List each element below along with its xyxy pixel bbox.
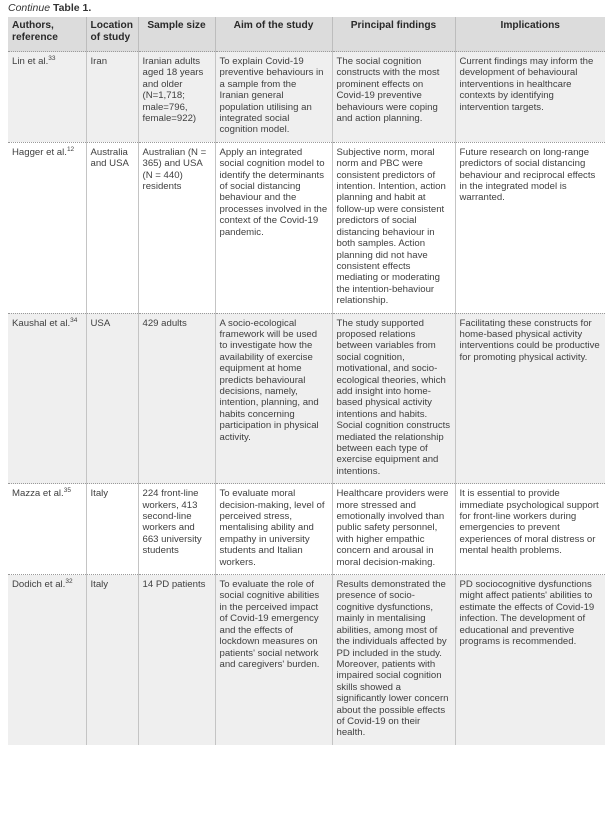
header-aim: Aim of the study xyxy=(215,17,332,52)
cell-aim: A socio-ecological framework will be used to investigate how the availability of exercise equipment at home predicts behavioural decisions, namely, intention, planning, and habits concerning participation in physical activity. xyxy=(215,313,332,484)
table-row xyxy=(8,484,605,575)
header-location: Location of study xyxy=(86,17,138,52)
cell-location: Australia and USA xyxy=(86,142,138,313)
cell-implications: PD sociocognitive dysfunctions might affect patients' abilities to estimate the effects of Covid-19 infection. The development of educational and preventive programs is recommended. xyxy=(455,575,605,745)
author-name: Mazza et al. xyxy=(12,488,64,500)
cell-author xyxy=(8,484,86,575)
cell-location: Iran xyxy=(86,52,138,143)
author-name: Kaushal et al. xyxy=(12,317,71,329)
cell-sample: 14 PD patients xyxy=(138,575,215,745)
cell-implications: Future research on long-range predictors of social distancing behaviour and reciprocal effects in the integrated model is warranted. xyxy=(455,142,605,313)
cell-findings: Results demonstrated the presence of socio-cognitive dysfunctions, mainly in mentalising abilities, among most of the individuals affected by PD included in the study. Moreover, patients with impaired social cognition skills showed a significantly lower concern about the possible effects of Covid-19 on their health. xyxy=(332,575,455,745)
header-authors: Authors, reference xyxy=(8,17,86,52)
table-row xyxy=(8,313,605,484)
reference-number: 35 xyxy=(63,487,71,495)
cell-author xyxy=(8,575,86,745)
cell-location: Italy xyxy=(86,484,138,575)
cell-implications: Facilitating these constructs for home-based physical activity interventions could be productive for promoting physical activity. xyxy=(455,313,605,484)
cell-aim: To evaluate the role of social cognitive abilities in the perceived impact of Covid-19 emergency and the effects of lockdown measures on patients' social network and caregivers' burden. xyxy=(215,575,332,745)
table-row xyxy=(8,142,605,313)
cell-implications: Current findings may inform the development of behavioural interventions in healthcare contexts by identifying intervention targets. xyxy=(455,52,605,143)
reference-number: 12 xyxy=(66,145,75,153)
table-caption xyxy=(8,2,91,14)
cell-findings: The social cognition constructs with the most prominent effects on Covid-19 preventive behaviours were coping and action planning. xyxy=(332,52,455,143)
cell-author xyxy=(8,313,86,484)
caption-label: Table 1. xyxy=(52,2,92,14)
cell-sample: 429 adults xyxy=(138,313,215,484)
table-row xyxy=(8,52,605,143)
reference-number: 34 xyxy=(70,316,78,324)
header-implications: Implications xyxy=(455,17,605,52)
reference-number: 33 xyxy=(48,54,56,62)
cell-sample: Iranian adults aged 18 years and older (N=1,718; male=796, female=922) xyxy=(138,52,215,143)
table-header-row xyxy=(8,17,605,52)
cell-location: Italy xyxy=(86,575,138,745)
cell-aim: Apply an integrated social cognition model to identify the determinants of social distancing behaviour and the processes involved in the context of the Covid-19 pandemic. xyxy=(215,142,332,313)
cell-author xyxy=(8,52,86,143)
reference-number: 32 xyxy=(65,577,73,585)
author-name: Lin et al. xyxy=(12,56,49,67)
findings-table xyxy=(8,17,605,745)
cell-sample: Australian (N = 365) and USA (N = 440) residents xyxy=(138,142,215,313)
author-name: Hagger et al. xyxy=(12,146,67,158)
header-sample: Sample size xyxy=(138,17,215,52)
cell-findings: Subjective norm, moral norm and PBC were consistent predictors of intention. Intention, action planning and habit at follow-up were consistent predictors of social distancing behaviour in both samples. Action planning did not have consistent effects mediating or moderating the intention-behaviour relationship. xyxy=(332,142,455,313)
cell-findings: Healthcare providers were more stressed and emotionally involved than public safety personnel, with higher empathic concern and arousal in moral decision-making. xyxy=(332,484,455,575)
header-findings: Principal findings xyxy=(332,17,455,52)
caption-prefix: Continue xyxy=(8,2,51,14)
cell-findings: The study supported proposed relations between variables from social cognition, motivational, and socio-ecological theories, which add insight into home-based physical activity intentions and habits. Social cognition constructs mediated the relationship between each type of exercise equipment and intentions. xyxy=(332,313,455,484)
cell-location: USA xyxy=(86,313,138,484)
table-row xyxy=(8,575,605,745)
cell-author xyxy=(8,142,86,313)
cell-aim: To evaluate moral decision-making, level of perceived stress, mentalising ability and empathy in university students and Italian workers. xyxy=(215,484,332,575)
cell-implications: It is essential to provide immediate psychological support for front-line workers during emergencies to prevent experiences of moral distress or mental health problems. xyxy=(455,484,605,575)
author-name: Dodich et al. xyxy=(12,579,66,591)
cell-aim: To explain Covid-19 preventive behaviours in a sample from the Iranian general population utilising an integrated social cognition model. xyxy=(215,52,332,143)
cell-sample: 224 front-line workers, 413 second-line workers and 663 university students xyxy=(138,484,215,575)
